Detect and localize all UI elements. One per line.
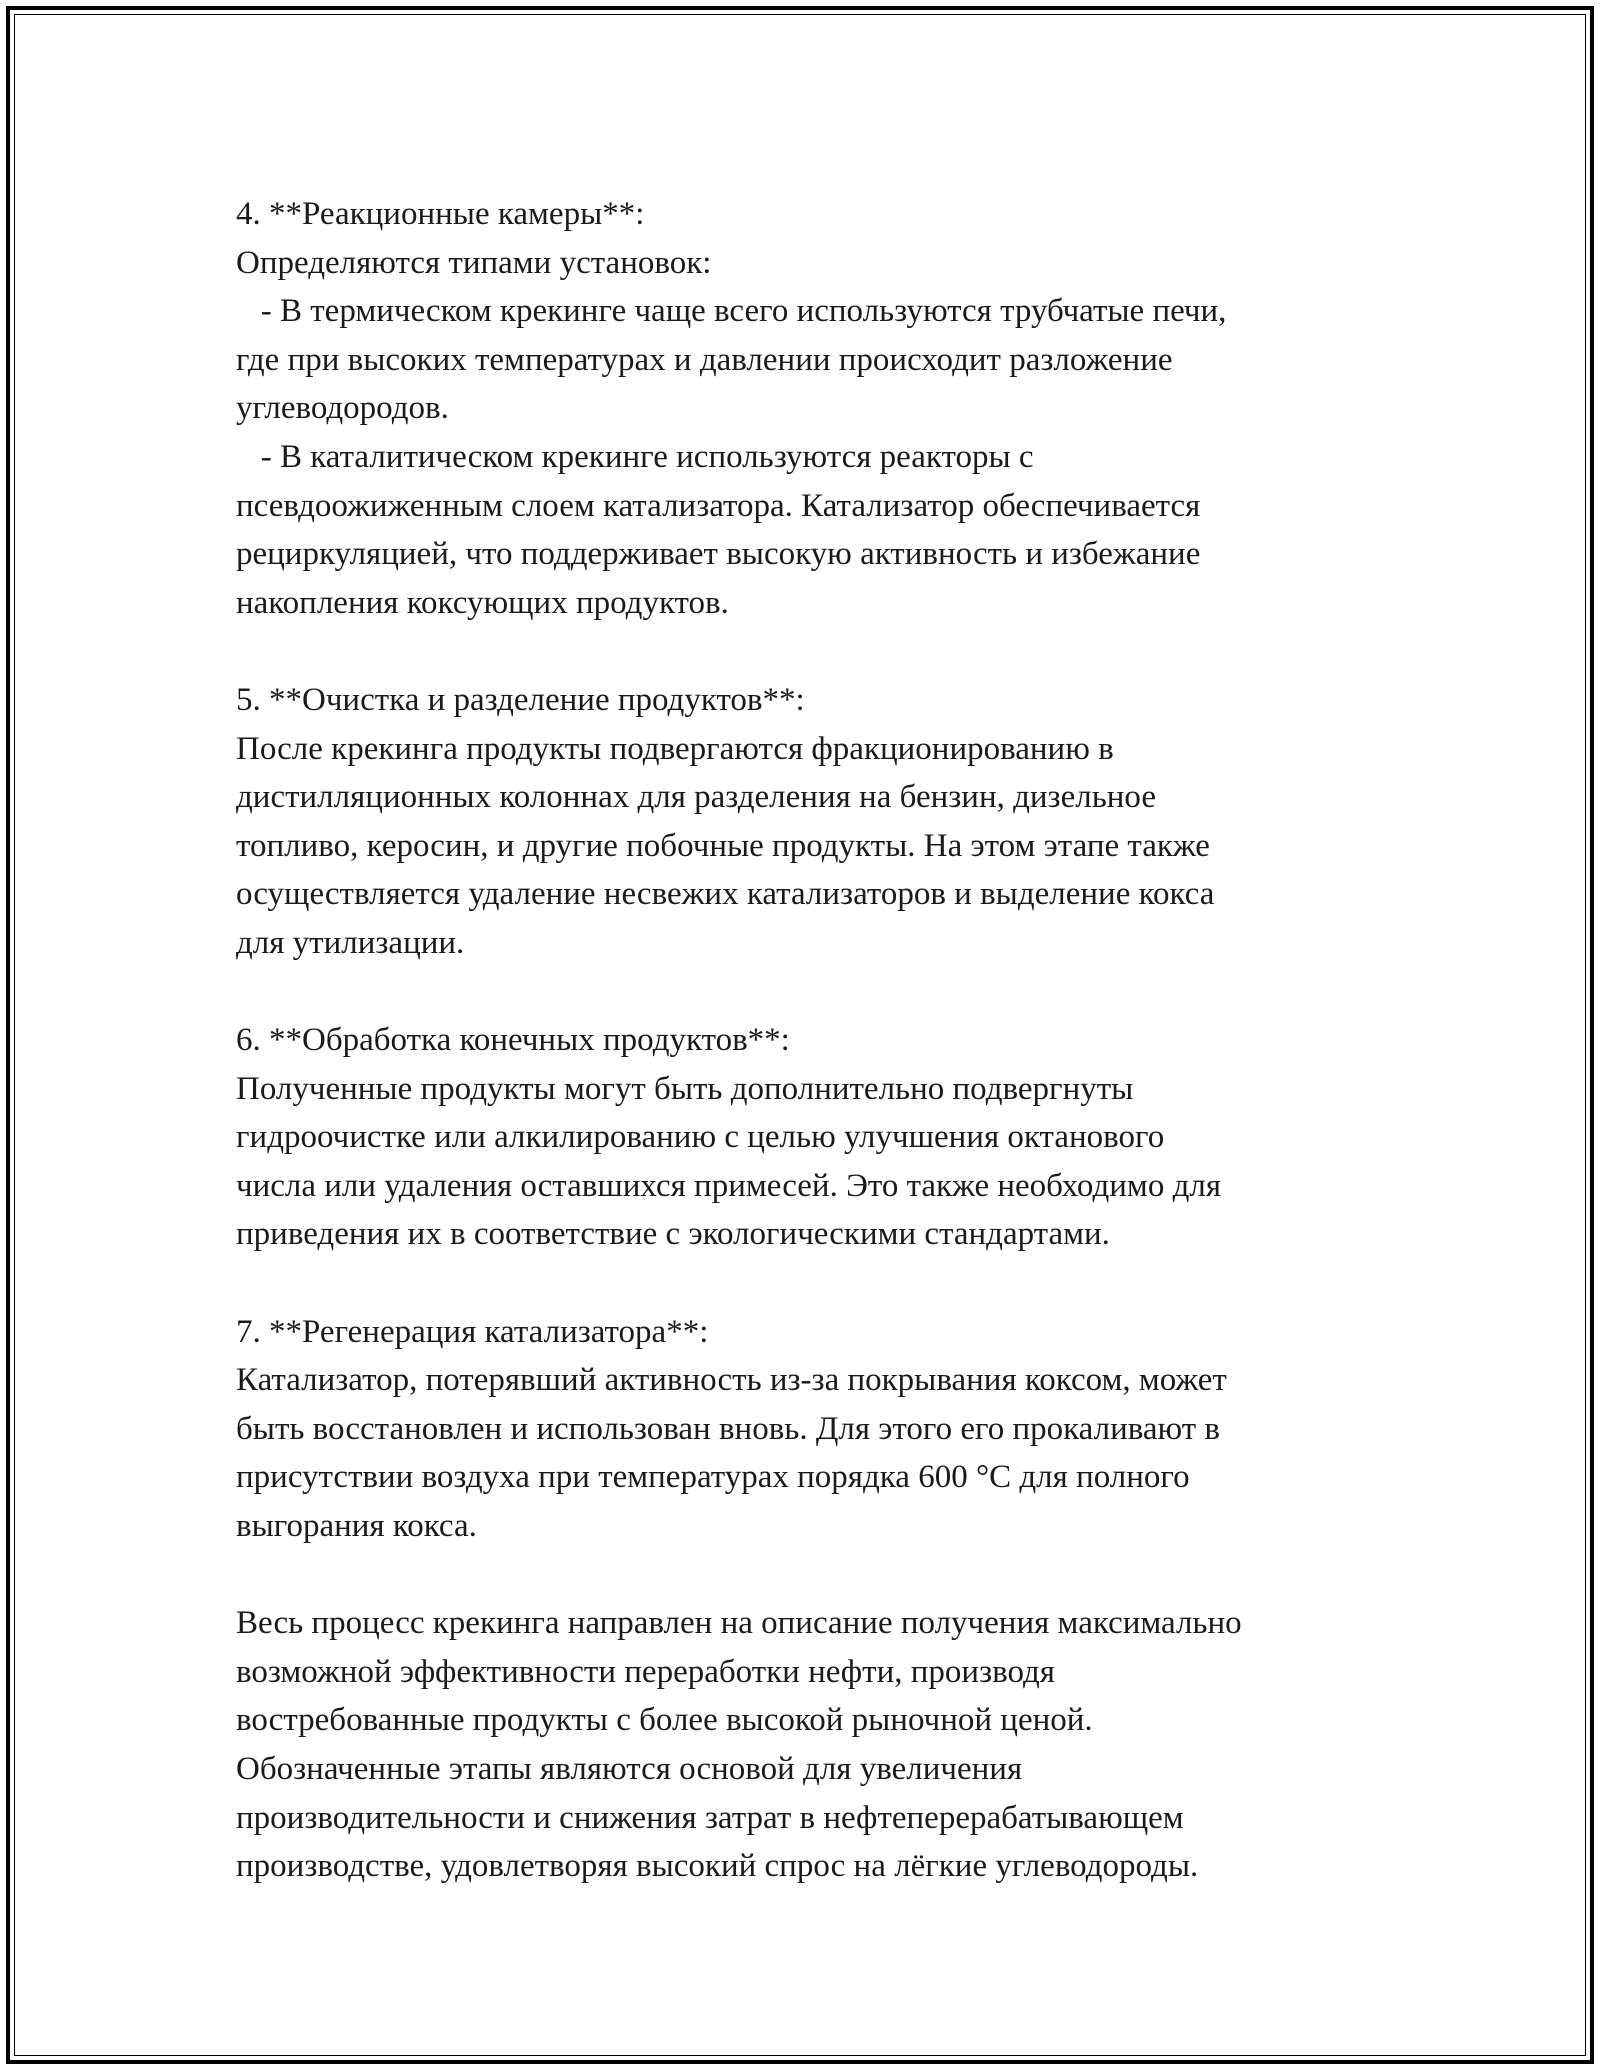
paragraph-line: присутствии воздуха при температурах порядка 600 °C для полного: [236, 1459, 1190, 1496]
paragraph-line: Полученные продукты могут быть дополнительно подвергнуты: [236, 1070, 1134, 1107]
paragraph-line: дистилляционных колоннах для разделения на бензин, дизельное: [236, 779, 1156, 816]
section-heading: 6. **Обработка конечных продуктов**:: [236, 1022, 790, 1059]
paragraph-line: псевдоожиженным слоем катализатора. Катализатор обеспечивается: [236, 487, 1201, 524]
paragraph-line: производительности и снижения затрат в нефтеперерабатывающем: [236, 1799, 1184, 1836]
blank-line: [236, 968, 1436, 1017]
paragraph-line: Катализатор, потерявший активность из-за покрывания коксом, может: [236, 1362, 1227, 1399]
section-conclusion: [236, 1599, 1436, 1891]
section-heading: 5. **Очистка и разделение продуктов**:: [236, 681, 805, 718]
blank-line: [236, 627, 1436, 676]
section-heading: 7. **Регенерация катализатора**:: [236, 1313, 709, 1350]
paragraph-line: производстве, удовлетворяя высокий спрос на лёгкие углеводороды.: [236, 1848, 1199, 1885]
paragraph-line: выгорания кокса.: [236, 1508, 477, 1545]
paragraph-line: топливо, керосин, и другие побочные продукты. На этом этапе также: [236, 827, 1210, 864]
paragraph-line: возможной эффективности переработки нефти, производя: [236, 1653, 1055, 1690]
paragraph-line: После крекинга продукты подвергаются фракционированию в: [236, 730, 1114, 767]
paragraph-line: - В каталитическом крекинге используются реакторы с: [236, 438, 1034, 475]
section-final-products: [236, 1016, 1436, 1259]
paragraph-line: где при высоких температурах и давлении происходит разложение: [236, 341, 1173, 378]
paragraph-line: для утилизации.: [236, 924, 465, 961]
paragraph-line: - В термическом крекинге чаще всего используются трубчатые печи,: [236, 293, 1227, 330]
document-body: [236, 190, 1436, 1891]
paragraph-line: рециркуляцией, что поддерживает высокую активность и избежание: [236, 536, 1201, 573]
blank-line: [236, 1551, 1436, 1600]
section-cleaning-separation: [236, 676, 1436, 968]
section-catalyst-regeneration: [236, 1308, 1436, 1551]
paragraph-line: числа или удаления оставшихся примесей. Это также необходимо для: [236, 1167, 1222, 1204]
paragraph-line: накопления коксующих продуктов.: [236, 584, 729, 621]
paragraph-line: быть восстановлен и использован вновь. Для этого его прокаливают в: [236, 1410, 1220, 1447]
paragraph-line: приведения их в соответствие с экологическими стандартами.: [236, 1216, 1110, 1253]
paragraph-line: востребованные продукты с более высокой рыночной ценой.: [236, 1702, 1093, 1739]
paragraph-line: гидроочистке или алкилированию с целью улучшения октанового: [236, 1119, 1165, 1156]
section-heading: 4. **Реакционные камеры**:: [236, 196, 645, 232]
paragraph-line: углеводородов.: [236, 390, 449, 427]
paragraph-line: Обозначенные этапы являются основой для увеличения: [236, 1751, 1023, 1787]
paragraph-line: Весь процесс крекинга направлен на описание получения максимально: [236, 1605, 1242, 1642]
paragraph-line: Определяются типами установок:: [236, 244, 712, 281]
section-reaction-chambers: [236, 190, 1436, 627]
blank-line: [236, 1259, 1436, 1308]
paragraph-line: осуществляется удаление несвежих катализаторов и выделение кокса: [236, 876, 1215, 913]
